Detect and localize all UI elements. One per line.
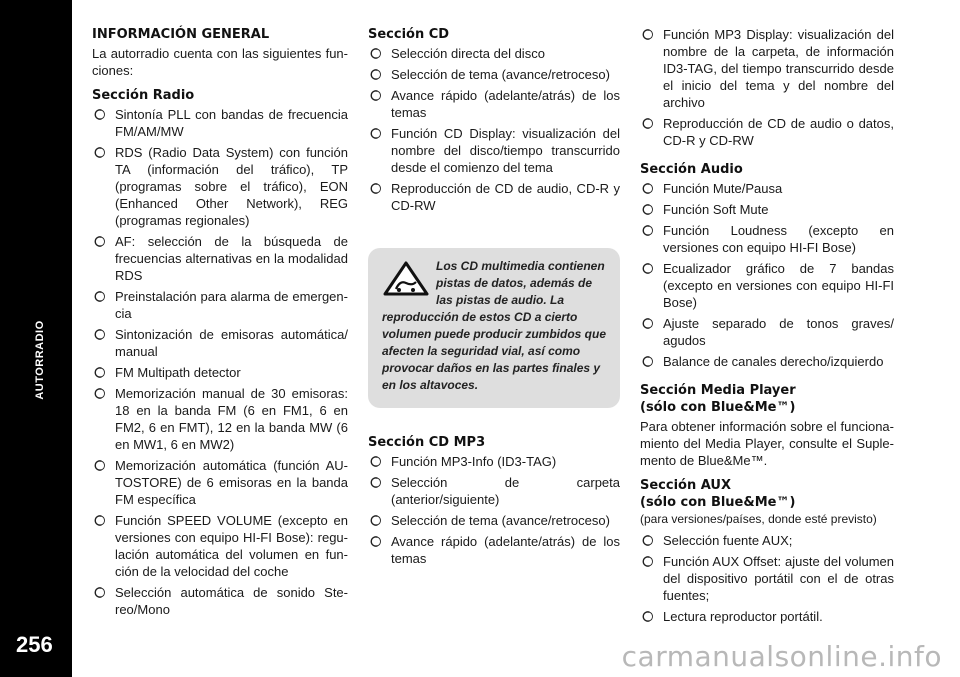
list-item-text: Función CD Display: visualización del nombre del disco/tiempo transcurrido desde el comienzo del tema xyxy=(391,126,620,175)
list-item-text: Avance rápido (adelante/atrás) de los temas xyxy=(391,534,620,566)
bullet-icon xyxy=(369,87,381,104)
list-item-text: Lectura reproductor portátil. xyxy=(663,609,823,624)
sidebar xyxy=(0,0,72,677)
bullet-icon xyxy=(93,144,105,161)
list-item-text: Sintonización de emisoras automática/ manual xyxy=(115,327,348,359)
list-item-text: Ecualizador gráfico de 7 bandas (excepto en versiones con equipo HI-FI Bose) xyxy=(663,261,894,310)
bullet-icon xyxy=(369,66,381,83)
bullet-icon xyxy=(93,106,105,123)
list-item-text: Memorización automática (función AUTOSTORE) de 6 emisoras en la banda FM específica xyxy=(115,458,348,507)
list-item xyxy=(640,260,894,311)
cd-mp3-list xyxy=(368,453,620,567)
list-item xyxy=(640,532,894,549)
list-item-text: Balance de canales derecho/izquierdo xyxy=(663,354,884,369)
list-item-text: Función Loudness (excepto en versiones con equipo HI-FI Bose) xyxy=(663,223,894,255)
audio-list xyxy=(640,180,894,370)
column-left xyxy=(92,26,348,630)
aux-list xyxy=(640,532,894,625)
list-item xyxy=(368,533,620,567)
column-right xyxy=(640,26,894,637)
list-item-text: RDS (Radio Data System) con función TA (información del tráfico), TP (programas sobre el tráfico), EON (Enhanced Other Network), REG (programas regionales) xyxy=(115,145,348,228)
bullet-icon xyxy=(641,201,653,218)
warning-triangle-icon xyxy=(382,260,430,296)
bullet-icon xyxy=(641,532,653,549)
cd-mp3-continued-list xyxy=(640,26,894,149)
list-item-text: AF: selección de la búsqueda de frecuencias alternativas en la modalidad RDS xyxy=(115,234,348,283)
aux-availability-note: (para versiones/países, donde esté previsto) xyxy=(640,512,877,526)
bullet-icon xyxy=(93,326,105,343)
list-item-text: Función Soft Mute xyxy=(663,202,769,217)
aux-section-heading: Sección AUX xyxy=(640,478,731,493)
bullet-icon xyxy=(93,364,105,381)
list-item xyxy=(640,201,894,218)
list-item xyxy=(92,288,348,322)
list-item-text: Reproducción de CD de audio, CD-R y CD-RW xyxy=(391,181,620,213)
list-item-text: Selección de tema (avance/retroceso) xyxy=(391,67,610,82)
list-item-text: FM Multipath detector xyxy=(115,365,241,380)
bullet-icon xyxy=(641,315,653,332)
bullet-icon xyxy=(93,457,105,474)
list-item-text: Función Mute/Pausa xyxy=(663,181,783,196)
warning-note xyxy=(368,248,620,408)
bullet-icon xyxy=(641,553,653,570)
list-item-text: Selección automática de sonido Stereo/Mono xyxy=(115,585,348,617)
list-item xyxy=(640,553,894,604)
list-item-text: Selección directa del disco xyxy=(391,46,545,61)
bullet-icon xyxy=(369,180,381,197)
page-number: 256 xyxy=(16,632,53,657)
intro-text: La autorradio cuenta con las siguientes funciones: xyxy=(92,46,348,78)
list-item xyxy=(92,385,348,453)
list-item xyxy=(368,87,620,121)
section-title: AUTORRADIO xyxy=(34,320,46,400)
bullet-icon xyxy=(641,180,653,197)
list-item xyxy=(92,364,348,381)
list-item-text: Función MP3-Info (ID3-TAG) xyxy=(391,454,557,469)
aux-section-subheading: (sólo con Blue&Me™) xyxy=(640,495,796,510)
list-item xyxy=(368,453,620,470)
list-item xyxy=(640,353,894,370)
list-item xyxy=(640,315,894,349)
list-item-text: Función AUX Offset: ajuste del volumen del dispositivo portátil con el de otras fuentes; xyxy=(663,554,894,603)
warning-text: Los CD multimedia contienen pistas de datos, además de las pistas de audio. La reproducción de estos CD a cierto volumen puede producir zumbidos que afecten la seguridad vial, así como provocar daños en las partes finales y en los altavoces. xyxy=(382,259,607,392)
list-item xyxy=(640,222,894,256)
column-middle xyxy=(368,26,620,579)
list-item xyxy=(368,512,620,529)
list-item xyxy=(368,474,620,508)
bullet-icon xyxy=(369,453,381,470)
audio-section-heading: Sección Audio xyxy=(640,162,743,177)
bullet-icon xyxy=(369,474,381,491)
bullet-icon xyxy=(93,584,105,601)
bullet-icon xyxy=(369,533,381,550)
list-item-text: Ajuste separado de tonos graves/ agudos xyxy=(663,316,894,348)
list-item xyxy=(640,180,894,197)
list-item-text: Sintonía PLL con bandas de frecuencia FM/AM/MW xyxy=(115,107,348,139)
list-item xyxy=(92,326,348,360)
list-item-text: Selección fuente AUX; xyxy=(663,533,793,548)
radio-section-heading: Sección Radio xyxy=(92,88,195,103)
list-item-text: Selección de tema (avance/retroceso) xyxy=(391,513,610,528)
list-item-text: Selección de carpeta (anterior/siguiente) xyxy=(391,475,620,507)
cd-list xyxy=(368,45,620,214)
general-info-heading: INFORMACIÓN GENERAL xyxy=(92,27,270,42)
bullet-icon xyxy=(641,353,653,370)
bullet-icon xyxy=(93,288,105,305)
list-item-text: Preinstalación para alarma de emergencia xyxy=(115,289,348,321)
cd-mp3-section-heading: Sección CD MP3 xyxy=(368,435,486,450)
bullet-icon xyxy=(369,45,381,62)
list-item-text: Avance rápido (adelante/atrás) de los temas xyxy=(391,88,620,120)
bullet-icon xyxy=(369,512,381,529)
list-item-text: Memorización manual de 30 emisoras: 18 en la banda FM (6 en FM1, 6 en FM2, 6 en FMT), 12 en la banda MW (6 en MW1, 6 en MW2) xyxy=(115,386,348,452)
list-item xyxy=(92,106,348,140)
list-item xyxy=(640,608,894,625)
list-item xyxy=(640,115,894,149)
list-item xyxy=(368,66,620,83)
bullet-icon xyxy=(641,222,653,239)
list-item-text: Función MP3 Display: visualización del nombre de la carpeta, de información ID3-TAG, del tiempo transcurrido desde el inicio del tema y del nombre del archivo xyxy=(663,27,894,110)
list-item xyxy=(92,512,348,580)
cd-section-heading: Sección CD xyxy=(368,27,450,42)
list-item xyxy=(640,26,894,111)
list-item-text: Reproducción de CD de audio o datos, CD-R y CD-RW xyxy=(663,116,894,148)
bullet-icon xyxy=(93,385,105,402)
media-player-heading: Sección Media Player xyxy=(640,383,796,398)
list-item xyxy=(92,144,348,229)
list-item xyxy=(92,584,348,618)
bullet-icon xyxy=(369,125,381,142)
list-item xyxy=(368,45,620,62)
list-item xyxy=(368,125,620,176)
bullet-icon xyxy=(641,115,653,132)
list-item xyxy=(92,457,348,508)
radio-list xyxy=(92,106,348,618)
list-item xyxy=(368,180,620,214)
bullet-icon xyxy=(93,512,105,529)
bullet-icon xyxy=(641,260,653,277)
bullet-icon xyxy=(641,608,653,625)
list-item-text: Función SPEED VOLUME (excepto en versiones con equipo HI-FI Bose): regulación automática del volumen en función de la velocidad del coche xyxy=(115,513,348,579)
bullet-icon xyxy=(93,233,105,250)
list-item xyxy=(92,233,348,284)
media-player-text: Para obtener información sobre el funcionamiento del Media Player, consulte el Suplemento de Blue&Me™. xyxy=(640,419,894,468)
watermark: carmanualsonline.info xyxy=(621,640,942,673)
bullet-icon xyxy=(641,26,653,43)
media-player-subheading: (sólo con Blue&Me™) xyxy=(640,400,796,415)
